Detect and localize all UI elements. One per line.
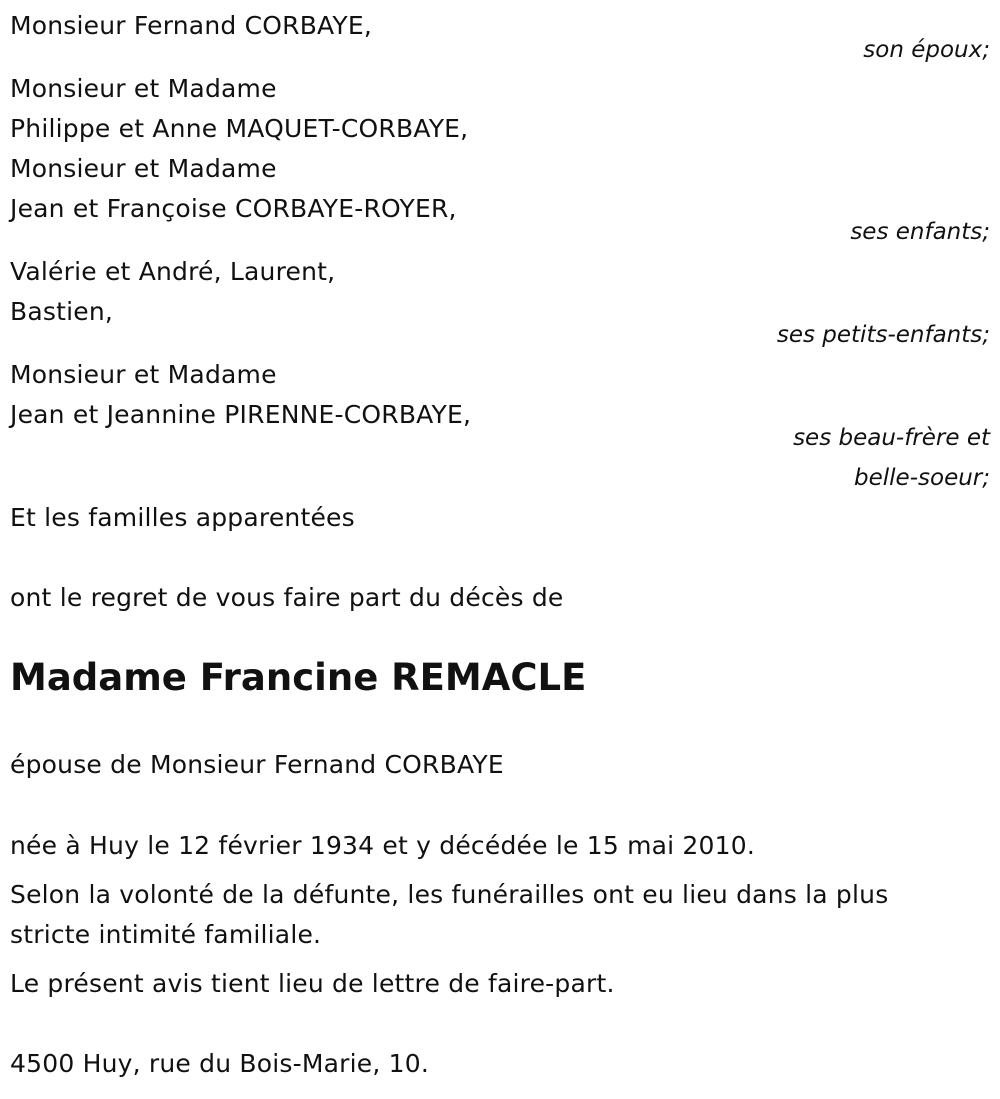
children-line-2: Philippe et Anne MAQUET-CORBAYE, xyxy=(10,114,469,143)
children-line-4: Jean et Françoise CORBAYE-ROYER, xyxy=(10,194,457,223)
husband-line: Monsieur Fernand CORBAYE, xyxy=(10,11,373,40)
children-role: ses enfants; xyxy=(850,219,990,245)
birth-death-line: née à Huy le 12 février 1934 et y décédée le 15 mai 2010. xyxy=(10,831,756,860)
spouse-of-line: épouse de Monsieur Fernand CORBAYE xyxy=(10,750,504,779)
regret-line: ont le regret de vous faire part du décès de xyxy=(10,583,564,612)
deceased-name: Madame Francine REMACLE xyxy=(10,656,587,699)
inlaws-role-line-2: belle-soeur; xyxy=(854,465,990,491)
notice-line: Le présent avis tient lieu de lettre de faire-part. xyxy=(10,969,615,998)
relatives-line: Et les familles apparentées xyxy=(10,503,355,532)
inlaws-line-2: Jean et Jeannine PIRENNE-CORBAYE, xyxy=(10,400,472,429)
grandchildren-line-1: Valérie et André, Laurent, xyxy=(10,257,336,286)
grandchildren-line-2: Bastien, xyxy=(10,297,114,326)
inlaws-line-1: Monsieur et Madame xyxy=(10,360,277,389)
children-line-1: Monsieur et Madame xyxy=(10,74,277,103)
funeral-line-2: stricte intimité familiale. xyxy=(10,920,322,949)
grandchildren-role: ses petits-enfants; xyxy=(776,322,990,348)
children-line-3: Monsieur et Madame xyxy=(10,154,277,183)
address-line: 4500 Huy, rue du Bois-Marie, 10. xyxy=(10,1049,429,1078)
funeral-line-1: Selon la volonté de la défunte, les funérailles ont eu lieu dans la plus xyxy=(10,880,889,909)
inlaws-role-line-1: ses beau-frère et xyxy=(793,425,990,451)
husband-role: son époux; xyxy=(863,37,990,63)
